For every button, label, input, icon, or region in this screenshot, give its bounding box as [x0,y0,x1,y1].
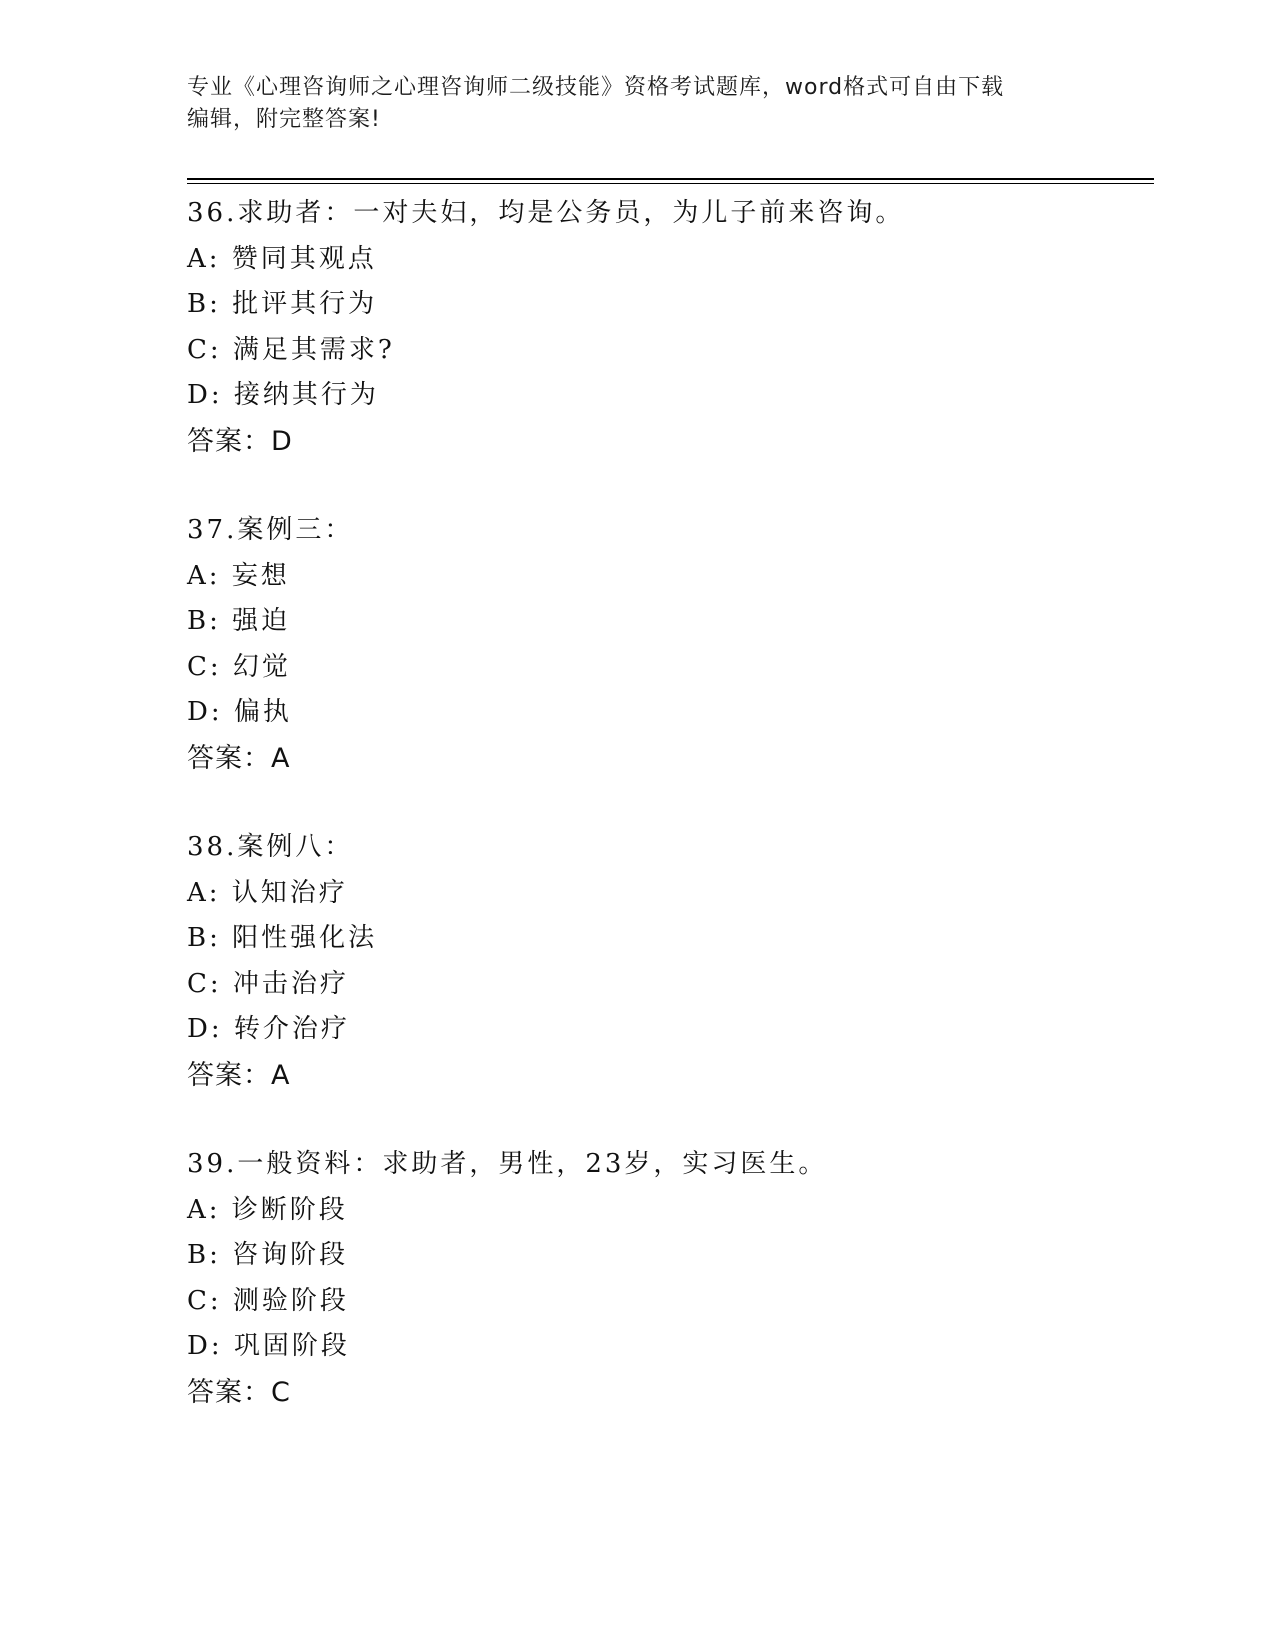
header-line-1: 专业《心理咨询师之心理咨询师二级技能》资格考试题库，word格式可自由下载 [187,75,1005,100]
question-stem: 38.案例八： [187,832,354,862]
document-header [187,72,1087,136]
option-d: D: 巩固阶段 [187,1331,350,1361]
question-38 [187,825,1147,1098]
answer-line: 答案：C [187,1376,291,1408]
option-a: A: 认知治疗 [187,877,348,908]
option-d: D: 接纳其行为 [187,380,379,410]
header-divider-thin [187,183,1154,184]
answer-line: 答案：A [187,1059,291,1091]
option-d: D: 偏执 [187,697,292,727]
answer-line: 答案：D [187,425,293,457]
answer-line: 答案：A [187,742,291,774]
option-d: D: 转介治疗 [187,1014,350,1044]
question-stem: 39.一般资料：求助者，男性，23岁，实习医生。 [187,1149,828,1179]
question-stem: 37.案例三： [187,515,354,545]
header-divider-thick [187,178,1154,180]
option-c: C: 测验阶段 [187,1285,349,1316]
question-list [187,191,1147,1459]
option-b: B: 批评其行为 [187,289,378,319]
option-b: B: 强迫 [187,606,291,636]
option-a: A: 妄想 [187,560,290,591]
question-stem: 36.求助者：一对夫妇，均是公务员，为儿子前来咨询。 [187,198,905,228]
option-b: B: 阳性强化法 [187,923,378,953]
question-39 [187,1142,1147,1415]
question-37 [187,508,1147,781]
option-a: A: 赞同其观点 [187,243,377,274]
question-36 [187,191,1147,464]
option-c: C: 满足其需求? [187,334,395,365]
option-a: A: 诊断阶段 [187,1194,348,1225]
option-b: B: 咨询阶段 [187,1240,349,1270]
option-c: C: 幻觉 [187,651,291,682]
header-line-2: 编辑，附完整答案! [187,107,381,132]
option-c: C: 冲击治疗 [187,968,349,999]
